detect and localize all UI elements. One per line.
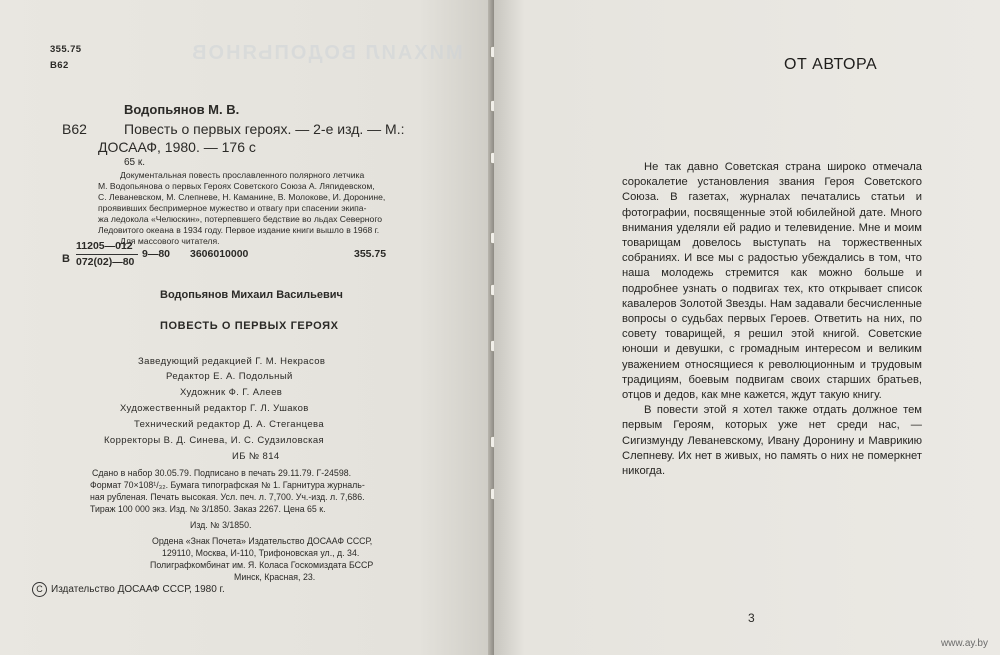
publisher-line: Минск, Красная, 23. bbox=[234, 572, 316, 582]
credit-line: Технический редактор Д. А. Стеганцева bbox=[134, 419, 325, 430]
full-author-name: Водопьянов Михаил Васильевич bbox=[160, 289, 343, 301]
foreword-body bbox=[622, 160, 922, 479]
author-heading: Водопьянов М. В. bbox=[124, 102, 240, 117]
order-number: Изд. № 3/1850. bbox=[190, 520, 252, 530]
annotation-line: М. Водопьянова о первых Героях Советского Союза А. Ляпидевском, bbox=[98, 181, 375, 191]
right-page-foreword bbox=[494, 0, 1000, 655]
left-page-imprint bbox=[0, 0, 492, 655]
publisher-line: Ордена «Знак Почета» Издательство ДОСААФ СССР, bbox=[152, 536, 373, 546]
annotation-line: Для массового читателя. bbox=[120, 236, 220, 246]
ib-number: ИБ № 814 bbox=[232, 451, 280, 462]
index-number: 3606010000 bbox=[190, 248, 249, 260]
index-range: 9—80 bbox=[142, 248, 171, 260]
foreword-heading: ОТ АВТОРА bbox=[784, 56, 878, 73]
classification-code: В62 bbox=[50, 60, 69, 71]
annotation-line: Документальная повесть прославленного полярного летчика bbox=[120, 170, 365, 180]
page-number: 3 bbox=[748, 611, 755, 625]
show-through-text: МИХАИЛ ВОДОПЬЯНОВ bbox=[190, 42, 463, 64]
index-fraction-rule bbox=[76, 254, 138, 255]
print-info-line: ная рубленая. Печать высокая. Усл. печ. л. 7,700. Уч.-изд. л. 7,686. bbox=[90, 492, 365, 502]
foreword-paragraph: Не так давно Советская страна широко отмечала сорокалетие установления звания Героя Советского Союза. В газетах, журналах печатались статьи и фотографии, посвященные этой юбилейной дате. Много внимания уделяли ей радио и телевидение. Мне и моим товарищам довелось выступать на торжественных собраниях. И все мы с радостью убеждались в том, что наша молодежь стремится как можно больше и подробнее узнать о подвигах тех, кто открывает список кавалеров Золотой Звезды. Нам задавали бесчисленные вопросы о судьбах первых Героев. Ответить на них, по совету товарищей, я решил этой книгой. Советские юноши и девушки, с громадным интересом и великим уважением относящиеся к революционным и трудовым традициям, боевым подвигам своих старших братьев, отцов и дедов, как мне кажется, ждут такую книгу. bbox=[622, 161, 922, 402]
annotation-line: С. Леваневском, М. Слепневе, Н. Каманине, В. Молокове, И. Доронине, bbox=[98, 192, 386, 202]
watermark-text: www.ay.by bbox=[940, 638, 988, 649]
classification-top: 355.75 bbox=[50, 44, 82, 55]
catalog-title-line2: ДОСААФ, 1980. — 176 с bbox=[98, 139, 256, 155]
print-info-line: Тираж 100 000 экз. Изд. № 3/1850. Заказ 2267. Цена 65 к. bbox=[90, 504, 326, 514]
print-info-line: Формат 70×108¹/₃₂. Бумага типографская № 1. Гарнитура журналь- bbox=[90, 480, 365, 490]
credit-line: Заведующий редакцией Г. М. Некрасов bbox=[138, 356, 326, 367]
copyright-icon: C bbox=[32, 582, 47, 597]
annotation-line: Ледовитого океана в 1934 году. Первое издание книги вышло в 1968 г. bbox=[98, 225, 380, 235]
copyright-text: Издательство ДОСААФ СССР, 1980 г. bbox=[51, 584, 225, 596]
book-title: ПОВЕСТЬ О ПЕРВЫХ ГЕРОЯХ bbox=[160, 320, 339, 332]
publisher-line: Полиграфкомбинат им. Я. Коласа Госкомиздата БССР bbox=[150, 560, 374, 570]
credit-line: Корректоры В. Д. Синева, И. С. Судзиловская bbox=[104, 435, 325, 446]
print-info-line: Сдано в набор 30.05.79. Подписано в печать 29.11.79. Г-24598. bbox=[92, 468, 352, 478]
credit-line: Редактор Е. А. Подольный bbox=[166, 371, 293, 382]
catalog-title-line1: Повесть о первых героях. — 2-е изд. — М.: bbox=[124, 121, 405, 137]
copyright-line bbox=[32, 582, 225, 597]
index-numerator: 11205—012 bbox=[76, 240, 133, 252]
price-line: 65 к. bbox=[124, 157, 146, 168]
foreword-paragraph: В повести этой я хотел также отдать должное тем первым Героям, которых уже нет среди нас, — Сигизмунду Леваневскому, Ивану Доронину и Маврикию Слепневу. Их нет в живых, но память о них не померкнет никогда. bbox=[622, 404, 922, 478]
publisher-line: 129110, Москва, И-110, Трифоновская ул., д. 34. bbox=[162, 548, 360, 558]
annotation-line: проявивших беспримерное мужество и отвагу при спасении экипа- bbox=[98, 203, 367, 213]
catalog-code: В62 bbox=[62, 121, 87, 137]
index-denominator: 072(02)—80 bbox=[76, 256, 135, 268]
index-prefix: В bbox=[62, 253, 70, 265]
credit-line: Художественный редактор Г. Л. Ушаков bbox=[120, 403, 309, 414]
index-class: 355.75 bbox=[354, 248, 387, 260]
credit-line: Художник Ф. Г. Алеев bbox=[180, 387, 283, 398]
annotation-line: жа ледокола «Челюскин», потерпевшего бедствие во льдах Северного bbox=[98, 214, 383, 224]
